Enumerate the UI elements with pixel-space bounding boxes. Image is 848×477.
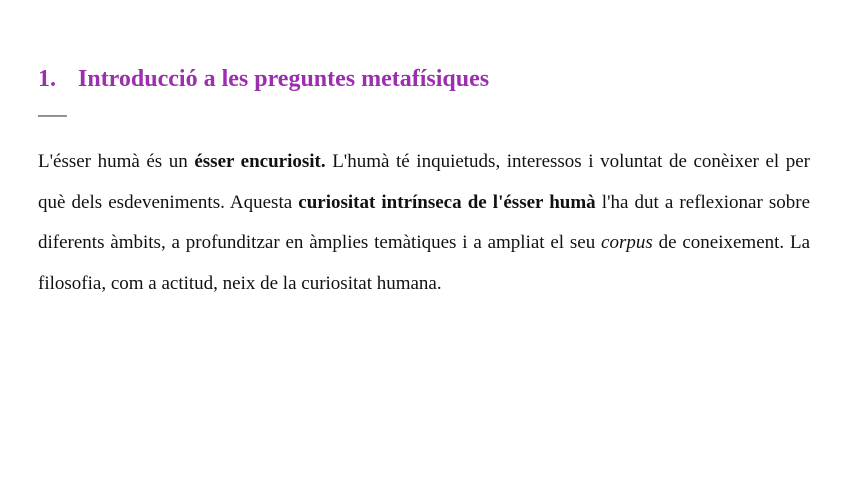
paragraph-text-2: L'humà té inquietuds, interessos i voluntat de conèixer el per què dels esdeveniments. Aquesta — [38, 151, 810, 213]
paragraph-text-1: L'ésser humà és un — [38, 151, 195, 172]
paragraph-italic-corpus: corpus — [601, 232, 653, 253]
paragraph-bold-2: curiositat intrínseca de l'ésser humà — [298, 191, 596, 213]
paragraph-text-3: l'ha dut a reflexionar sobre diferents àmbits, a profunditzar en àmplies temàtiques i a ampliat el seu — [38, 191, 811, 253]
section-heading — [38, 63, 489, 95]
paragraph-bold-1: ésser encuriosit. — [194, 151, 326, 172]
section-title: Introducció a les preguntes metafísiques — [78, 66, 490, 92]
section-number: 1. — [38, 66, 56, 92]
paragraph-text-4: de coneixement. La filosofia, com a actitud, neix de la curiositat humana. — [38, 232, 811, 294]
heading-separator: ——— — [38, 107, 67, 125]
body-paragraph — [38, 142, 810, 304]
